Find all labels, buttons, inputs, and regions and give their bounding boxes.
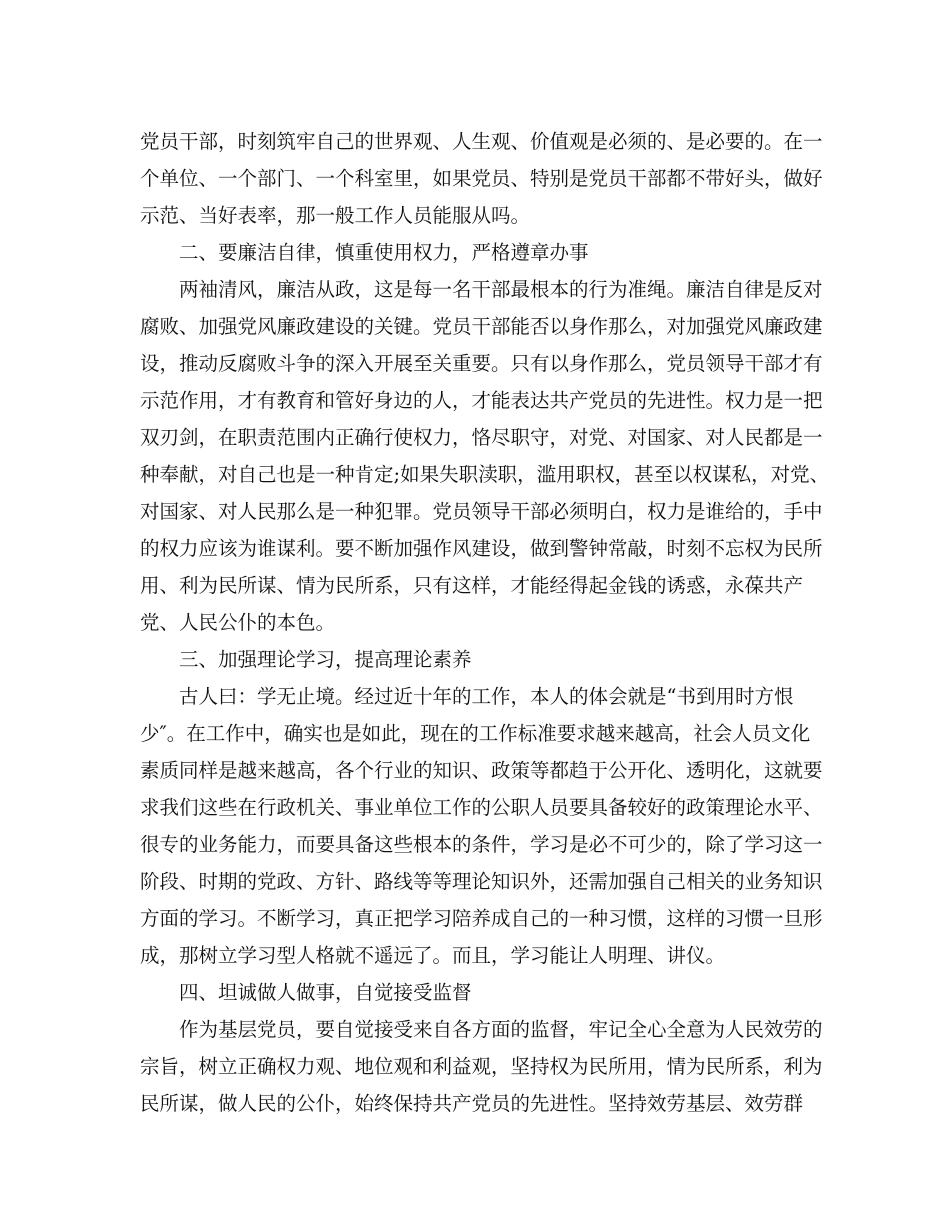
text-line: 很专的业务能力，而要具备这些根本的条件，学习是必不可少的，除了学习这一 [140, 833, 823, 856]
text-line: 双刃剑，在职责范围内正确行使权力，恪尽职守，对党、对国家、对人民都是一 [140, 426, 823, 449]
text-line: 示范、当好表率，那一般工作人员能服从吗。 [140, 204, 531, 227]
text-line: 党员干部，时刻筑牢自己的世界观、人生观、价值观是必须的、是必要的。在一 [140, 130, 823, 153]
text-line: 两袖清风，廉洁从政，这是每一名干部最根本的行为准绳。廉洁自律是反对 [179, 278, 823, 301]
text-line: 成，那树立学习型人格就不遥远了。而且，学习能让人明理、讲仪。 [140, 944, 726, 967]
text-line: 少″。在工作中，确实也是如此，现在的工作标准要求越来越高，社会人员文化 [140, 722, 811, 745]
text-line: 示范作用，才有教育和管好身边的人，才能表达共产党员的先进性。权力是一把 [140, 389, 823, 412]
text-line: 阶段、时期的党政、方针、路线等等理论知识外，还需加强自己相关的业务知识 [140, 870, 823, 893]
text-line: 民所谋，做人民的公仆，始终保持共产党员的先进性。坚持效劳基层、效劳群 [140, 1092, 804, 1115]
text-line: 素质同样是越来越高，各个行业的知识、政策等都趋于公开化、透明化，这就要 [140, 759, 823, 782]
text-line: 对国家、对人民那么是一种犯罪。党员领导干部必须明白，权力是谁给的，手中 [140, 500, 823, 523]
text-line: 设，推动反腐败斗争的深入开展至关重要。只有以身作那么，党员领导干部才有 [140, 352, 823, 375]
text-line: 个单位、一个部门、一个科室里，如果党员、特别是党员干部都不带好头，做好 [140, 167, 823, 190]
text-line: 党、人民公仆的本色。 [140, 611, 336, 634]
section-heading-4: 四、坦诚做人做事，自觉接受监督 [179, 981, 472, 1004]
text-line: 求我们这些在行政机关、事业单位工作的公职人员要具备较好的政策理论水平、 [140, 796, 823, 819]
section-heading-3: 三、加强理论学习，提高理论素养 [179, 648, 472, 671]
text-line: 腐败、加强党风廉政建设的关键。党员干部能否以身作那么，对加强党风廉政建 [140, 315, 823, 338]
text-line: 宗旨，树立正确权力观、地位观和利益观，坚持权为民所用，情为民所系，利为 [140, 1055, 823, 1078]
text-line: 用、利为民所谋、情为民所系，只有这样，才能经得起金钱的诱惑，永葆共产 [140, 574, 804, 597]
text-line: 古人曰：学无止境。经过近十年的工作，本人的体会就是“书到用时方恨 [179, 685, 794, 708]
text-line: 方面的学习。不断学习，真正把学习陪养成自己的一种习惯，这样的习惯一旦形 [140, 907, 823, 930]
text-line: 作为基层党员，要自觉接受来自各方面的监督，牢记全心全意为人民效劳的 [179, 1018, 823, 1041]
section-heading-2: 二、要廉洁自律，慎重使用权力，严格遵章办事 [179, 241, 589, 264]
text-line: 种奉献，对自己也是一种肯定;如果失职渎职，滥用职权，甚至以权谋私，对党、 [140, 463, 830, 486]
text-line: 的权力应该为谁谋利。要不断加强作风建设，做到警钟常敲，时刻不忘权为民所 [140, 537, 823, 560]
